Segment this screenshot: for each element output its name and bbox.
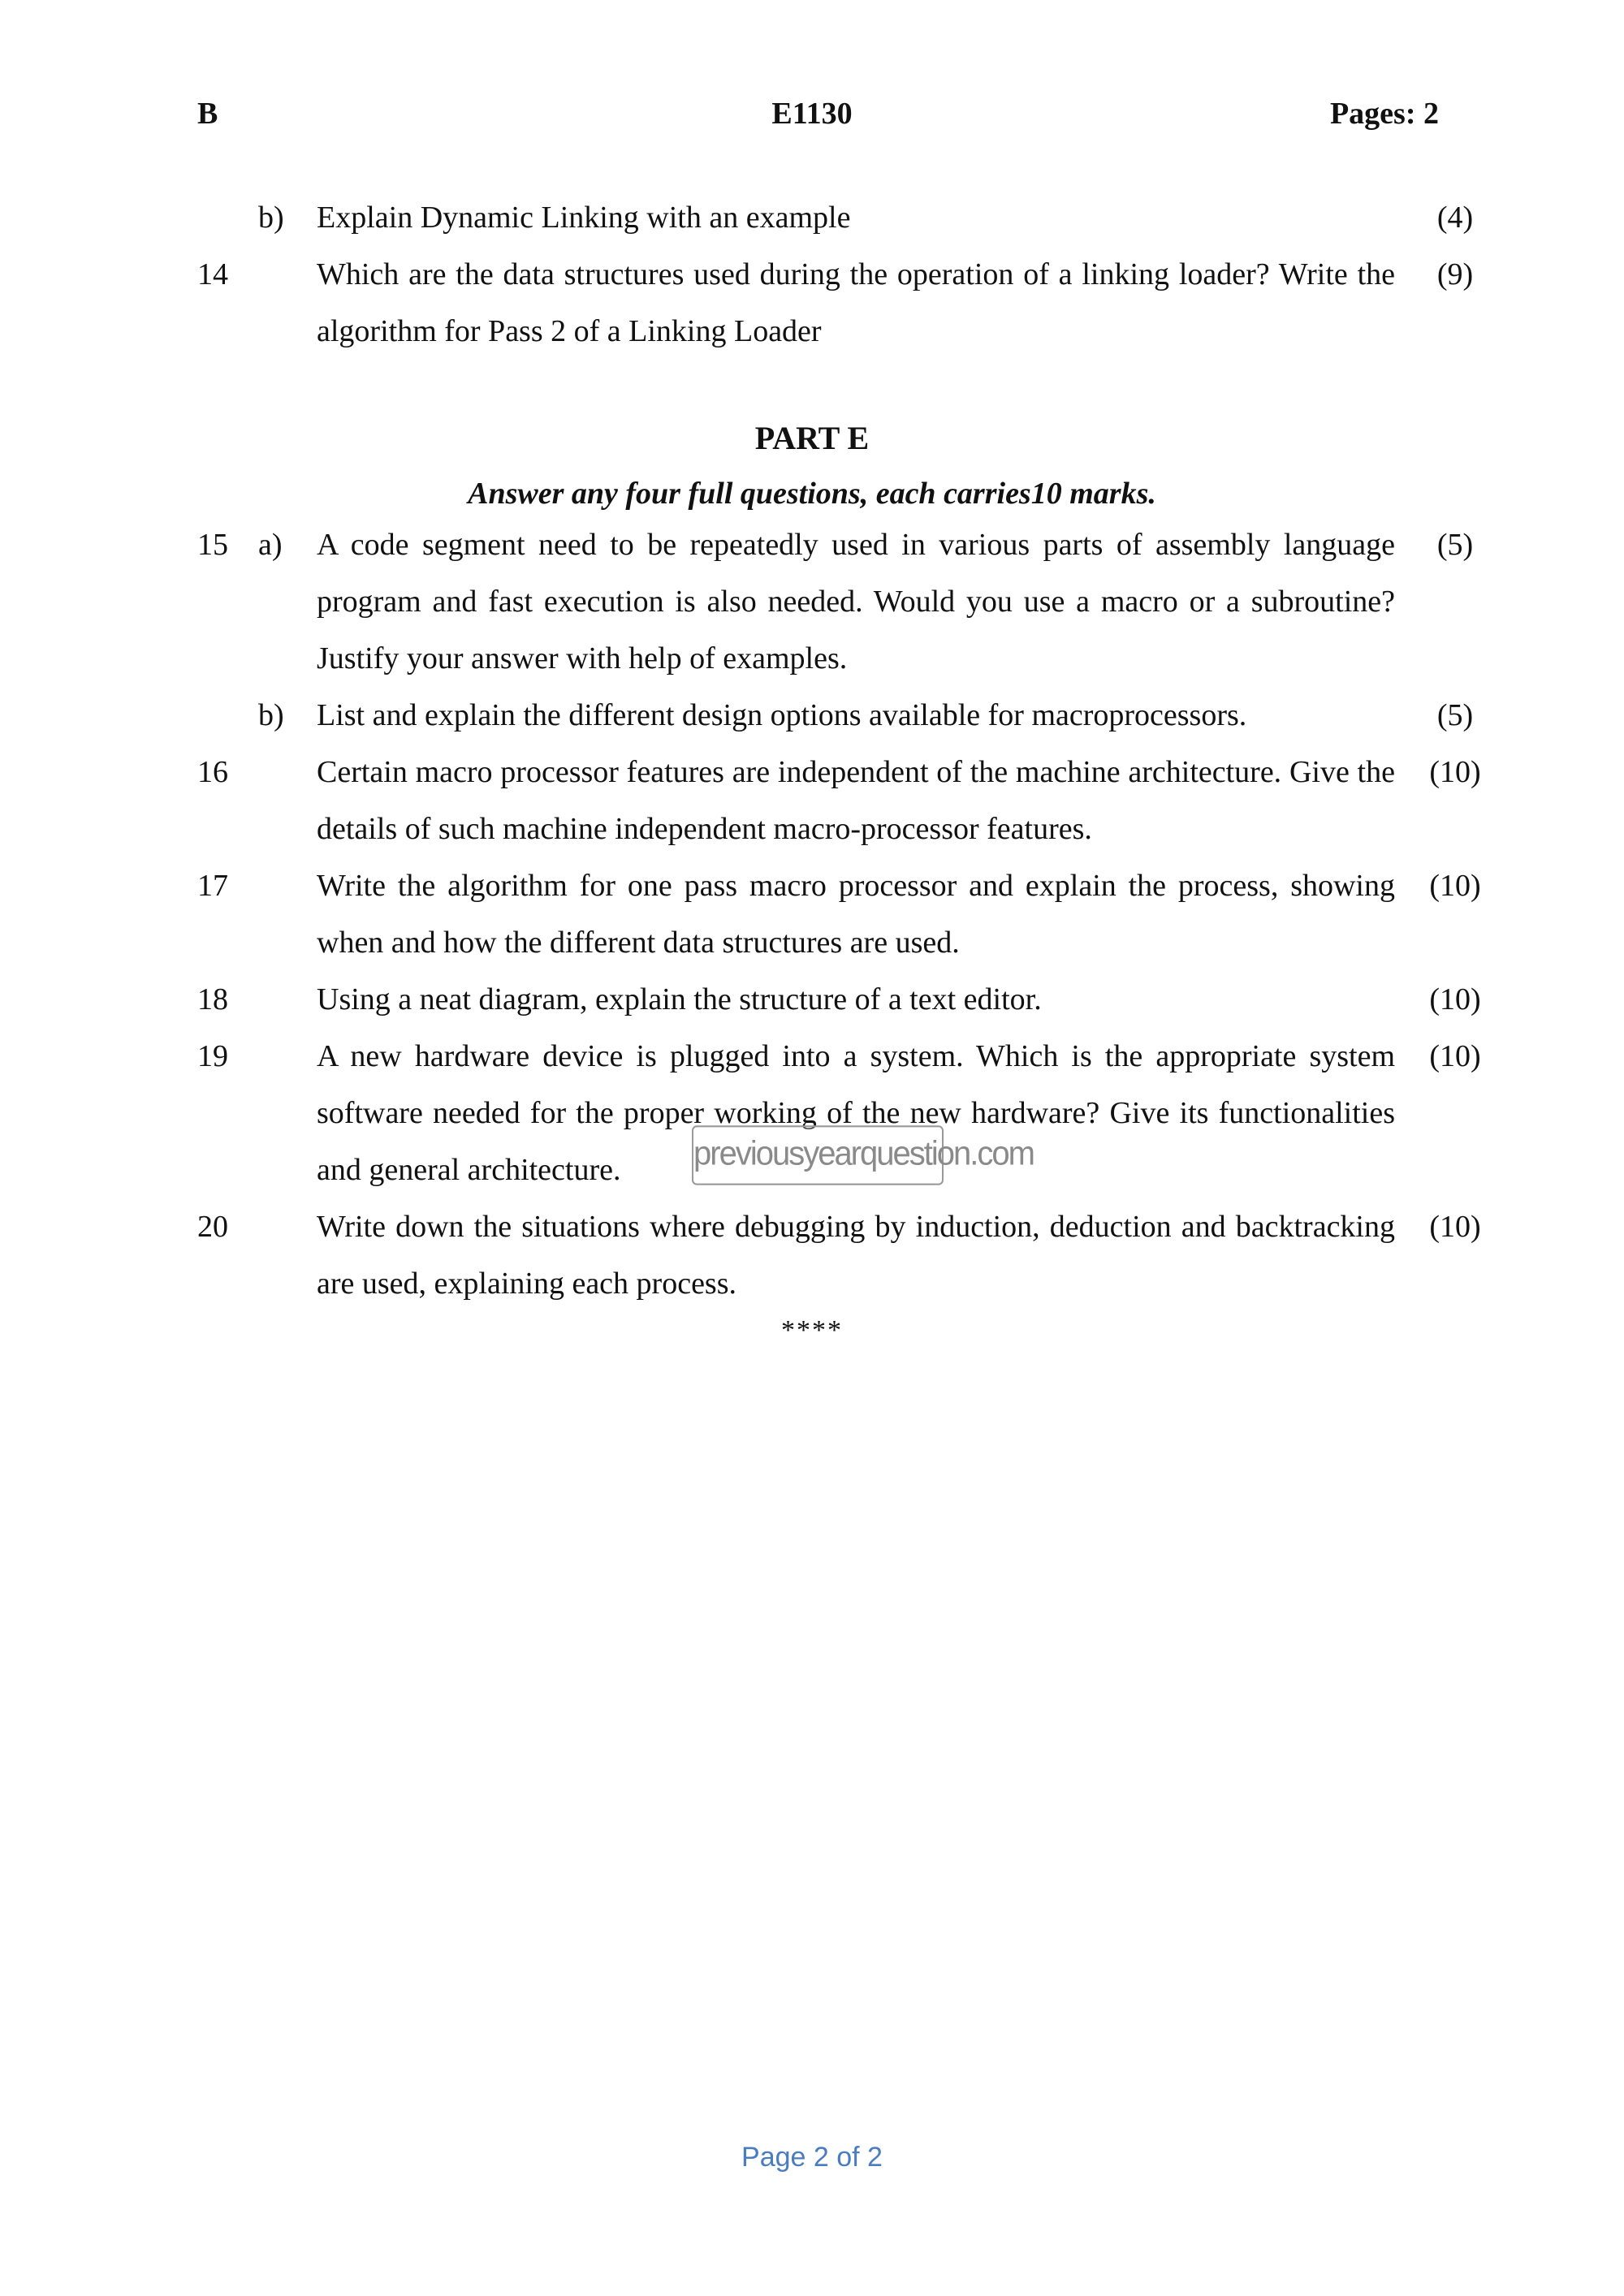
page-footer: Page 2 of 2 bbox=[741, 2142, 883, 2173]
question-number: 16 bbox=[197, 755, 228, 789]
question-number: 17 bbox=[197, 869, 228, 903]
question-marks: (10) bbox=[1429, 982, 1481, 1016]
question-number: 19 bbox=[197, 1039, 228, 1073]
question-text: Certain macro processor features are independent of the machine architecture. Give the details of such machine independent macro-processor features. bbox=[317, 755, 1395, 846]
question-marks: (5) bbox=[1436, 698, 1474, 732]
question-sub: a) bbox=[258, 528, 283, 562]
question-marks: (9) bbox=[1436, 257, 1474, 291]
question-text: A code segment need to be repeatedly used in various parts of assembly language program and fast execution is also needed. Would you use a macro or a subroutine? Justify your answer with help of examples. bbox=[317, 528, 1395, 675]
question-marks: (4) bbox=[1436, 201, 1474, 235]
question-marks: (10) bbox=[1429, 869, 1481, 903]
question-text: A new hardware device is plugged into a system. Which is the appropriate system software needed for the proper working of the new hardware? Give its functionalities and general architecture. bbox=[317, 1039, 1395, 1187]
question-marks: (5) bbox=[1436, 528, 1474, 562]
part-instruction: Answer any four full questions, each carries10 marks. bbox=[468, 477, 1156, 511]
question-text: Write the algorithm for one pass macro processor and explain the process, showing when and how the different data structures are used. bbox=[317, 869, 1395, 960]
question-number: 18 bbox=[197, 982, 228, 1016]
header-code: E1130 bbox=[771, 97, 853, 131]
question-sub: b) bbox=[258, 698, 284, 732]
question-marks: (10) bbox=[1429, 1039, 1481, 1073]
question-text: Explain Dynamic Linking with an example bbox=[317, 201, 851, 235]
question-text: Write down the situations where debugging by induction, deduction and backtracking are used, explaining each process. bbox=[317, 1210, 1395, 1301]
header-pages: Pages: 2 bbox=[1329, 97, 1439, 131]
question-marks: (10) bbox=[1429, 1210, 1481, 1244]
question-number: 20 bbox=[197, 1210, 228, 1244]
watermark: previousyearquestion.com bbox=[692, 1125, 944, 1185]
part-title: PART E bbox=[754, 420, 870, 456]
question-number: 15 bbox=[197, 528, 228, 562]
question-number: 14 bbox=[197, 257, 228, 291]
question-text: List and explain the different design options available for macroprocessors. bbox=[317, 698, 1247, 732]
question-text: Using a neat diagram, explain the structure of a text editor. bbox=[317, 982, 1042, 1016]
end-of-paper-mark: **** bbox=[781, 1315, 843, 1345]
question-marks: (10) bbox=[1429, 755, 1481, 789]
header-series: B bbox=[197, 97, 218, 131]
question-text: Which are the data structures used during the operation of a linking loader? Write the algorithm for Pass 2 of a Linking Loader bbox=[317, 257, 1395, 348]
question-sub: b) bbox=[258, 201, 284, 235]
